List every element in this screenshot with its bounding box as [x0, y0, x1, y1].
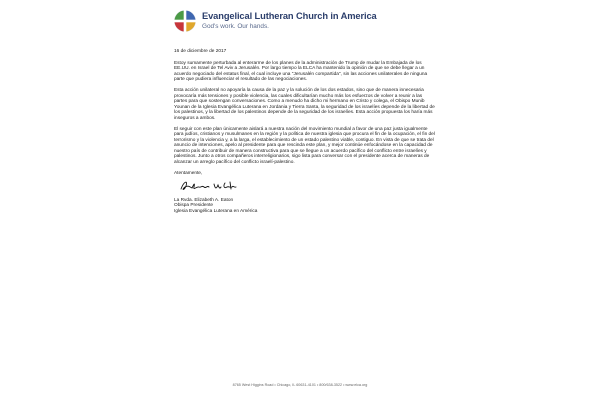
handwritten-signature [178, 178, 242, 194]
closing: Atentamente, [174, 170, 203, 176]
org-name: Evangelical Lutheran Church in America [202, 11, 377, 21]
letter-body [174, 49, 436, 214]
letter-date: 16 de diciembre de 2017 [174, 49, 227, 54]
paragraph-1: Estoy sumamente perturbada al enterarme de los planes de la administración de Trump de mudar la Embajada de los EE.UU. en Israel de Tel Aviv a Jerusalén. Por largo tiempo la ELCA ha mantenido la opinión de que se debe llegar a un acuerdo negociado del estatus final, el cual incluye una "Jerusalén compartida", sin las acciones unilaterales de ninguna parte que pudiera influenciar el resultado de las negociaciones. [174, 60, 428, 82]
signer-title: Obispa Presidente [174, 203, 214, 208]
elca-cross-logo-icon [174, 10, 196, 32]
paragraph-2: Esta acción unilateral no apoyaría la causa de la paz y la solución de los dos estados, sino que de manera innecesaria provocaría más tensiones y posible violencia, las cuales dificultarían mucho más los esfuerzos de volver a reunir a las partes para que sostengan conversaciones. Como a menudo ha dicho mi hermano en Cristo y colega, el Obispo Munib Younan de la Iglesia Evangélica Luterana en Jordania y Tierra Santa, la seguridad de los israelíes depende de la libertad de los palestinos, y la libertad de los palestinos depende de la seguridad de los israelíes. Esta acción propuesta los haría más inseguros a ambos. [174, 88, 435, 121]
footer-address: 8765 West Higgins Road • Chicago, IL 60631-4101 • 800/638-3522 • www.elca.org [232, 383, 368, 387]
letterhead-text [202, 11, 377, 31]
signer-name: La Rvda. Elizabeth A. Eaton [174, 197, 234, 203]
signer-organization: Iglesia Evangélica Luterana en América [174, 208, 258, 214]
tagline: God's work. Our hands. [202, 23, 269, 30]
paragraph-3: El seguir con este plan únicamente aislará a nuestra nación del movimiento mundial a favor de una paz justa igualmente para judíos, cristianos y musulmanes en la región y la política de nuestra iglesia que procura el fin de la ocupación, el fin del terrorismo y la violencia y, a la larga, el establecimiento de un estado palestino viable, contiguo. En vista de que se trata del anuncio de intenciones, apelo al presidente para que rescinda este plan, y mejor continúe enfocándose en la capacidad de nuestro país de contribuir de manera constructiva para que se llegue a un acuerdo pacífico del conflicto entre israelíes y palestinos. Junto a otros compañeros interreligionarios, sigo lista para conversar con el presidente acerca de maneras de alcanzar un arreglo pacífico del conflicto israelí-palestino. [174, 126, 435, 165]
signature-block [174, 198, 436, 215]
letterhead [174, 10, 377, 32]
